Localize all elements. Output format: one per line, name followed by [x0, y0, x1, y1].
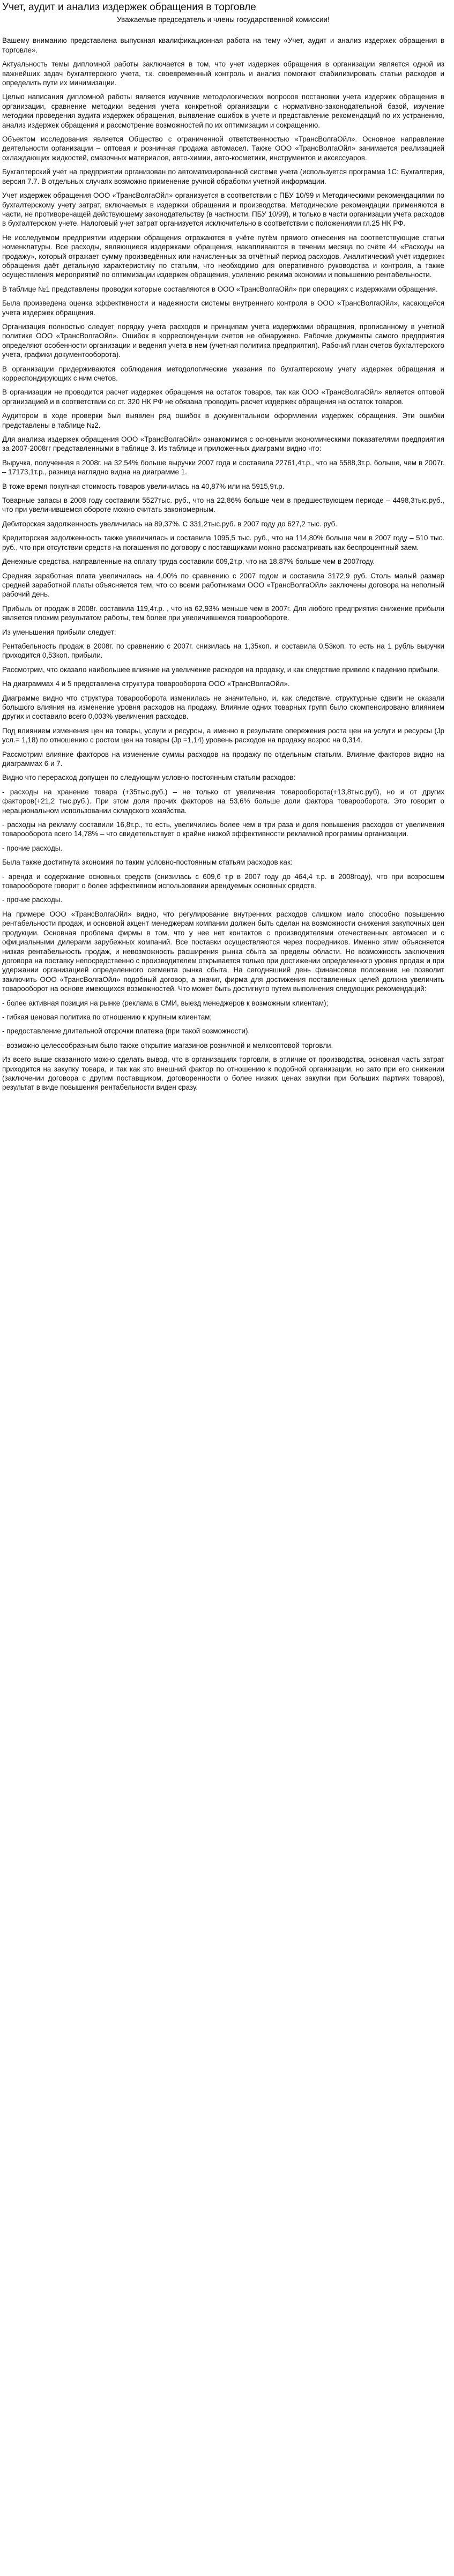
body-paragraph: Объектом исследования является Общество с ограниченной ответственностью «ТрансВолгаОйл». Основное направление деятельности организации – оптовая и розничная продажа автомасел. Также ООО «ТрансВолгаОйл» занимается реализацией охлаждающих жидкостей, смазочных материалов, авто-химии, авто-косметики, инструментов и аксессуаров. [2, 135, 444, 162]
body-paragraph: Диаграмме видно что структура товарооборота изменилась не значительно, и, как следствие, структурные сдвиги не оказали большого влияния на изменение уровня расходов на продажу. Влияние одних товарных групп было скомпенсировано влиянием других и составило всего 0,003% увеличения расходов. [2, 694, 444, 721]
body-paragraph: Видно что перерасход допущен по следующим условно-постоянным статьям расходов: [2, 773, 296, 782]
body-paragraph: Вашему вниманию представлена выпускная квалификационная работа на тему «Учет, аудит и анализ издержек обращения в торговле». [2, 36, 444, 54]
page-title: Учет, аудит и анализ издержек обращения в торговле [2, 2, 256, 13]
body-paragraph: Выручка, полученная в 2008г. на 32,54% больше выручки 2007 года и составила 22761,4т.р., что на 5588,3т.р. больше, чем в 2007г. – 17173,1т.р., разница наглядно видна на диаграмме 1. [2, 458, 444, 477]
body-paragraph: В организации не проводится расчет издержек обращения на остаток товаров, так как ООО «ТрансВолгаОйл» является оптовой организацией и в соответствии со ст. 320 НК РФ не обязана проводить расчет издержек обращения на остаток товаров. [2, 388, 444, 406]
body-paragraph: Рассмотрим, что оказало наибольшее влияние на увеличение расходов на продажу, и как следствие привело к падению прибыли. [2, 665, 440, 674]
body-paragraph: На диаграммах 4 и 5 представлена структура товарооборота ООО «ТрансВолгаОйл». [2, 680, 290, 688]
document-body [2, 36, 444, 1092]
body-paragraph: Товарные запасы в 2008 году составили 5527тыс. руб., что на 22,86% больше чем в предшествующем периоде – 4498,3тыс.руб., что при увеличившемся обороте можно считать закономерным. [2, 496, 444, 514]
body-paragraph: Рентабельность продаж в 2008г. по сравнению с 2007г. снизилась на 1,35коп. и составила 0,53коп. то есть на 1 рубль выручки приходится 0,53коп. прибыли. [2, 642, 444, 660]
body-paragraph: Дебиторская задолженность увеличилась на 89,37%. С 331,2тыс.руб. в 2007 году до 627,2 тыс. руб. [2, 519, 337, 528]
body-paragraph: Актуальность темы дипломной работы заключается в том, что учет издержек обращения в организации является одной из важнейших задач бухгалтерского учета, т.к. своевременный контроль и анализ помогают стабилизировать статьи расходов и определить пути их минимизации. [2, 60, 444, 87]
body-paragraph: Была также достигнута экономия по таким условно-постоянным статьям расходов как: [2, 858, 293, 867]
body-paragraph: Не исследуемом предприятии издержки обращения отражаются в учёте путём прямого отнесения на соответствующие статьи номенклатуры. Все расходы, являющиеся издержками обращения, накапливаются в течении месяца по счёте 44 «Расходы на продажу», который отражает сумму произведённых или начисленных за отчётный период расходов. Аналитический учёт издержек обращения даёт детальную характеристику по статьям, что необходимо для оперативного руководства и контроля, а также осуществления мероприятий по оптимизации издержек обращения, усилению режима экономии и повышению рентабельности. [2, 233, 444, 279]
body-paragraph: Для анализа издержек обращения ООО «ТрансВолгаОйл» ознакомимся с основными экономическими показателями предприятия за 2007-2008гг представленными в таблице 3. Из таблице и приложенных диаграмм видно что: [2, 435, 444, 453]
body-paragraph: Аудитором в ходе проверки был выявлен ряд ошибок в документальном оформлении издержек обращения. Эти ошибки представлены в таблице №2. [2, 412, 444, 429]
body-paragraph: Из уменьшения прибыли следует: [2, 628, 116, 636]
body-paragraph: Рассмотрим влияние факторов на изменение суммы расходов на продажу по отдельным статьям. Влияние факторов видно на диаграммах 6 и 7. [2, 750, 444, 768]
body-paragraph: - гибкая ценовая политика по отношению к крупным клиентам; [2, 1012, 212, 1021]
body-paragraph: В организации придерживаются соблюдения методологические указания по бухгалтерскому учету издержек обращения и корреспондирующих с ним счетов. [2, 364, 444, 382]
body-paragraph: - более активная позиция на рынке (реклама в СМИ, выезд менеджеров к возможным клиентам); [2, 999, 329, 1007]
body-paragraph: Была произведена оценка эффективности и надежности системы внутреннего контроля в ООО «ТрансВолгаОйл», касающейся учета издержек обращения. [2, 299, 444, 317]
body-paragraph: - предоставление длительной отсрочки платежа (при такой возможности). [2, 1027, 250, 1036]
body-paragraph: Бухгалтерский учет на предприятии организован по автоматизированной системе учета (используется программа 1С: Бухгалтерия, версия 7.7. В отдельных случаях возможно применение ручной обработки учетной информации. [2, 168, 444, 185]
body-paragraph: Средняя заработная плата увеличилась на 4,00% по сравнению с 2007 годом и составила 3172,9 руб. Столь малый размер средней заработной платы объясняется тем, что со всеми работниками ООО «ТрансВолгаОйл» заключены договора на неполный рабочий день. [2, 571, 444, 599]
body-paragraph: На примере ООО «ТрансВолгаОйл» видно, что регулирование внутренних расходов слишком мало способно повышению рентабельности продаж, и основной акцент менеджерам компании должен быть сделан на возможности снижения закупочных цен продукции. Основная проблема фирмы в том, что у нее нет контактов с производителями отечественных автомасел и с официальными дилерами зарубежных компаний. Все поставки осуществляются через посредников. Именно этим объясняется низкая рентабельность продаж, и невозможность расширения рынка сбыта за пределы области. Но возможность заключения договора на поставку непосредственно с производителем открывается только при достижении определенного уровня продаж и при удержании организацией определенного сегмента рынка сбыта. На сегодняшний день финансовое положение не позволит заключить ООО «ТрансВолгаОйл» подобный договор, а значит, фирма для достижения поставленных целей должна увеличить товарооборот на основе имеющихся возможностей. Что может быть достигнуто путем выполнения следующих рекомендаций: [2, 910, 444, 993]
body-paragraph: Организация полностью следует порядку учета расходов и принципам учета издержками обращения, прописанному в учетной политике ООО «ТрансВолгаОйл». Ошибок в корреспонденции счетов не обнаружено. Рабочие документы самого предприятия определяют особенности организации и ведения учета в нем (учетная политика предприятия). Рабочий план счетов бухгалтерского учета, графики документооборота). [2, 322, 444, 359]
body-paragraph: - возможно целесообразным было также открытие магазинов розничной и мелкооптовой торговли. [2, 1041, 333, 1049]
body-paragraph: В таблице №1 представлены проводки которые составляются в ООО «ТрансВолгаОйл» при операциях с издержками обращения. [2, 285, 438, 293]
body-paragraph: - аренда и содержание основных средств (снизилась с 609,6 т.р в 2007 году до 464,4 т.р. в 2008году), что при возросшем товарообороте говорит о более эффективном использовании арендуемых основных средств. [2, 872, 444, 890]
body-paragraph: - расходы на рекламу составили 16,8т.р., то есть, увеличились более чем в три раза и доля повышения расходов от увеличения товарооборота всего 14,78% – что свидетельствует о крайне низкой эффективности рекламной программы организации. [2, 821, 444, 838]
document-page [0, 0, 454, 1108]
body-paragraph: - прочие расходы. [2, 896, 63, 904]
body-paragraph: - прочие расходы. [2, 844, 63, 852]
body-paragraph: Из всего выше сказанного можно сделать вывод, что в организациях торговли, в отличие от производства, основная часть затрат приходится на закупку товара, и так как это внешний фактор по отношению к подобной организации, но зато при его снижении (заключении договора с другим поставщиком, договоренности о более низких ценах закупки при больших партиях товаров), результат в виде повышения рентабельности виден сразу. [2, 1055, 444, 1092]
body-paragraph: - расходы на хранение товара (+35тыс.руб.) – не только от увеличения товарооборота(+13,8тыс.руб), но и от других факторов(+21,2 тыс.руб.). При этом доля прочих факторов на 53,6% больше доли фактора товарооборота. Это говорит о нерациональном использовании складского хозяйства. [2, 787, 444, 815]
body-paragraph: Под влиянием изменения цен на товары, услуги и ресурсы, а именно в результате опережения роста цен на услуги и ресурсы (Jр усл.= 1,18) по отношению с ростом цен на товары (Jр =1,14) уровень расходов на продажу возрос на 0,314. [2, 726, 444, 744]
body-paragraph: Прибыль от продаж в 2008г. составила 119,4т.р. , что на 62,93% меньше чем в 2007г. Для любого предприятия снижение прибыли является плохим результатом работы, тем более при увеличившемся товарообороте. [2, 604, 444, 622]
body-paragraph: Целью написания дипломной работы является изучение методологических вопросов постановки учета издержек обращения в организации, сравнение методики ведения учета конкретной организации с нормативно-законодательной базой, изучение методики проведения аудита издержек обращения, выявление ошибок в учете и представление рекомендаций по их устранению, анализ издержек обращения и рассмотрение возможностей по их оптимизации и сокращению. [2, 93, 444, 129]
greeting: Уважаемые председатель и члены государственной комиссии! [117, 16, 330, 24]
body-paragraph: В тоже время покупная стоимость товаров увеличилась на 40,87% или на 5915,9т.р. [2, 482, 285, 490]
body-paragraph: Кредиторская задолженность также увеличилась и составила 1095,5 тыс. руб., что на 114,80% больше чем в 2007 году – 510 тыс. руб., что при отсутствии средств на погашения по договору с поставщиками можно рассматривать как беспроцентный заем. [2, 534, 444, 552]
body-paragraph: Учет издержек обращения ООО «ТрансВолгаОйл» организуется в соответствии с ПБУ 10/99 и Методическими рекомендациями по бухгалтерскому учету затрат, включаемых в издержки обращения и производства. Методические рекомендации применяются в части, не противоречащей действующему законодательству (в частности, ПБУ 10/99), и только в части организации учета расходов в бухгалтерском учете. Налоговый учет затрат организуется исключительно в соответствии с положениями гл.25 НК РФ. [2, 191, 444, 228]
body-paragraph: Денежные средства, направленные на оплату труда составили 609,2т.р, что на 18,87% больше чем в 2007году. [2, 557, 375, 566]
